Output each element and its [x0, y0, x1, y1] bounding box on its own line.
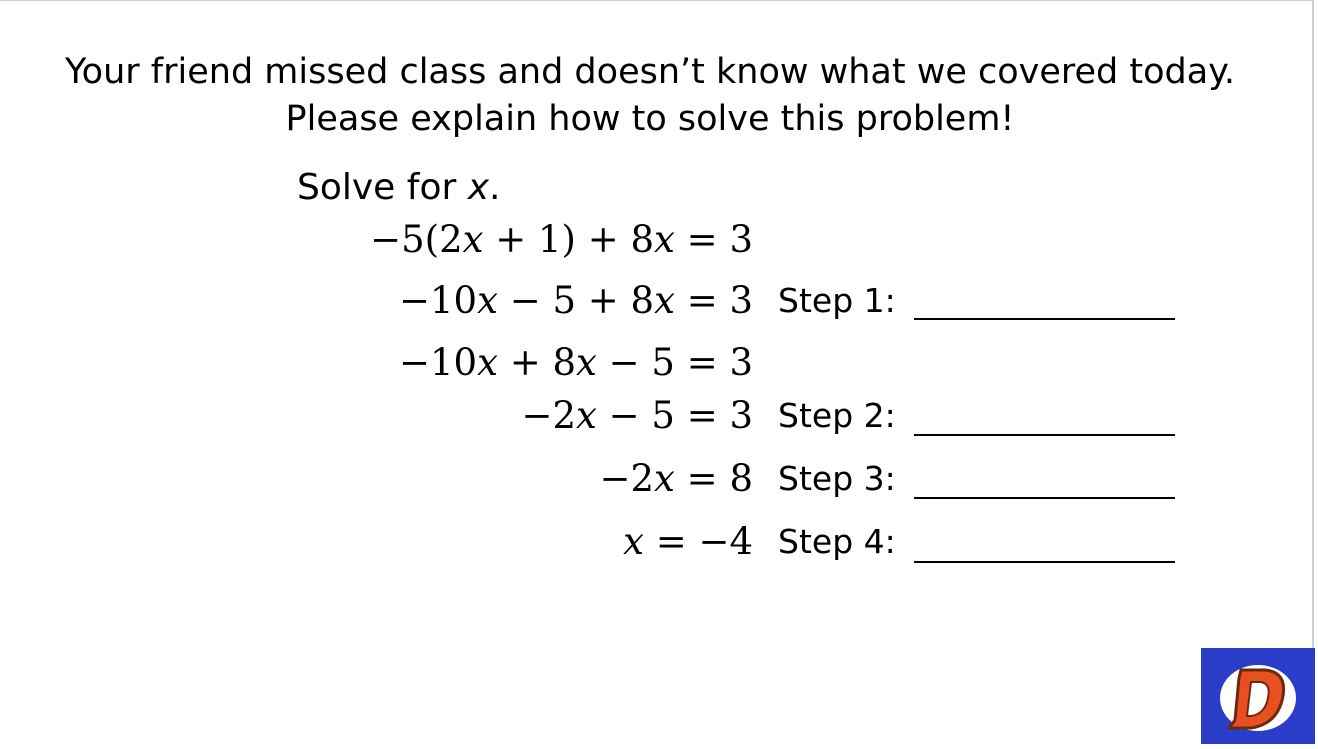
- equation-distributed: −10𝑥 − 5 + 8𝑥 = 3: [398, 279, 753, 322]
- slide-title-line-1: Your friend missed class and doesn’t know what we covered today.: [64, 52, 1236, 92]
- brand-logo: [1201, 648, 1315, 744]
- step-2-answer-blank[interactable]: [914, 434, 1175, 436]
- step-3-answer-blank[interactable]: [914, 497, 1175, 499]
- step-1-label: Step 1:: [778, 281, 896, 320]
- prompt-period: .: [489, 167, 501, 208]
- logo-d-icon: [1201, 648, 1315, 744]
- prompt-text: Solve for: [297, 167, 468, 208]
- step-3-label: Step 3:: [778, 459, 896, 498]
- equation-rearranged: −10𝑥 + 8𝑥 − 5 = 3: [398, 341, 753, 384]
- step-4-answer-blank[interactable]: [914, 561, 1175, 563]
- slide-title-line-2: Please explain how to solve this problem!: [285, 99, 1015, 139]
- step-2-label: Step 2:: [778, 396, 896, 435]
- equation-original: −5(2𝑥 + 1) + 8𝑥 = 3: [370, 218, 753, 261]
- equation-added: −2𝑥 = 8: [599, 457, 753, 500]
- equation-combined: −2𝑥 − 5 = 3: [521, 394, 753, 437]
- equation-solution: 𝑥 = −4: [623, 520, 753, 563]
- step-1-answer-blank[interactable]: [914, 318, 1175, 320]
- prompt-variable: x: [467, 167, 490, 208]
- step-4-label: Step 4:: [778, 522, 896, 561]
- problem-prompt: [297, 167, 500, 208]
